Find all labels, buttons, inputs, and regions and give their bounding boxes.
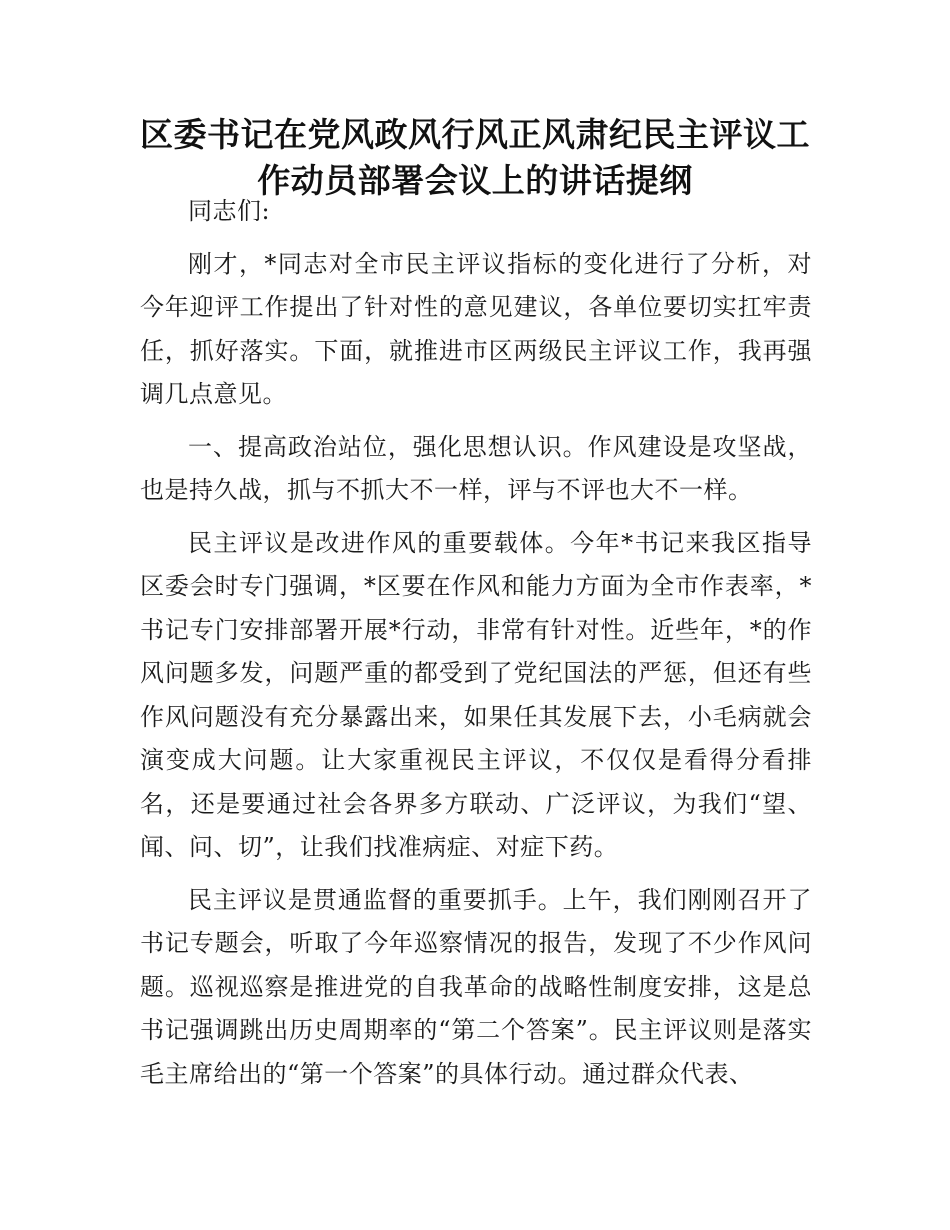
body-paragraph: 民主评议是改进作风的重要载体。今年*书记来我区指导区委会时专门强调，*区要在作风和能力方面为全市作表率，*书记专门安排部署开展*行动，非常有针对性。近些年，*的作风问题多发，问题严重的都受到了党纪国法的严惩，但还有些作风问题没有充分暴露出来，如果任其发展下去，小毛病就会演变成大问题。让大家重视民主评议，不仅仅是看得分看排名，还是要通过社会各界多方联动、广泛评议，为我们“望、闻、问、切”，让我们找准病症、对症下药。 <box>140 528 812 861</box>
document-title: 区委书记在党风政风行风正风肃纪民主评议工作动员部署会议上的讲话提纲 <box>140 115 810 200</box>
section-heading-paragraph: 一、提高政治站位，强化思想认识。作风建设是攻坚战，也是持久战，抓与不抓大不一样，评与不评也大不一样。 <box>140 432 812 504</box>
document-body <box>140 190 812 1105</box>
body-paragraph: 民主评议是贯通监督的重要抓手。上午，我们刚刚召开了书记专题会，听取了今年巡察情况的报告，发现了不少作风问题。巡视巡察是推进党的自我革命的战略性制度安排，这是总书记强调跳出历史周期率的“第二个答案”。民主评议则是落实毛主席给出的“第一个答案”的具体行动。通过群众代表、 <box>140 885 812 1088</box>
salutation-paragraph: 同志们: <box>188 197 271 225</box>
body-paragraph: 刚才，*同志对全市民主评议指标的变化进行了分析，对今年迎评工作提出了针对性的意见建议，各单位要切实扛牢责任，抓好落实。下面，就推进市区两级民主评议工作，我再强调几点意见。 <box>140 249 812 408</box>
